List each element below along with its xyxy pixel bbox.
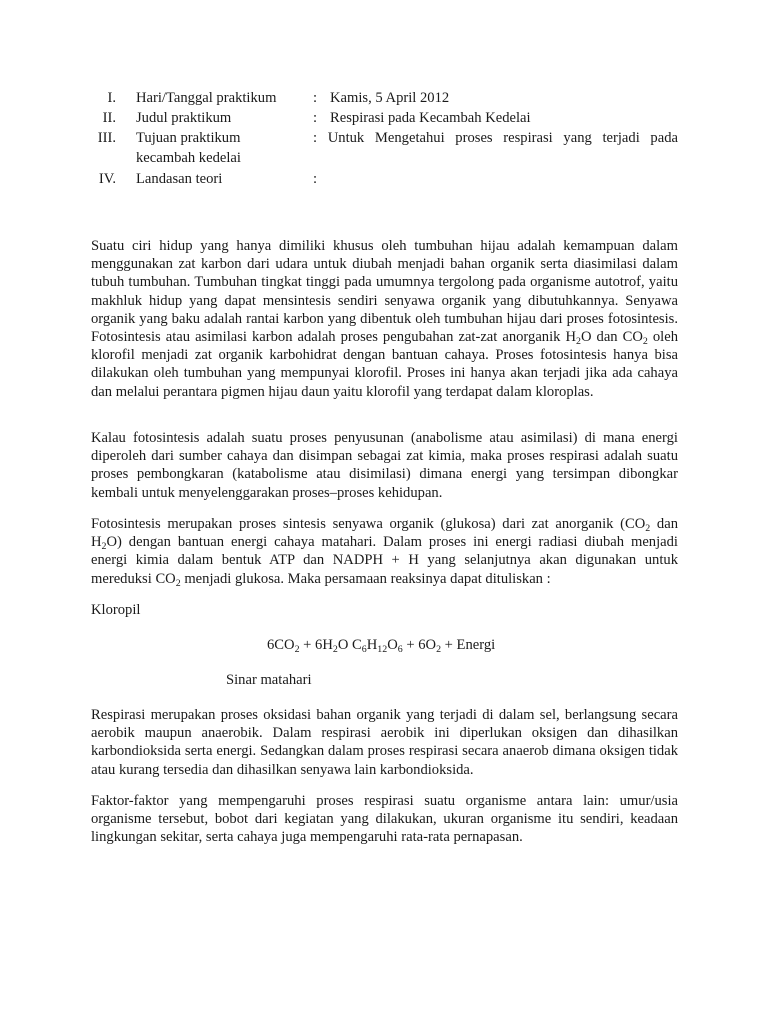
- row-value: : Untuk Mengetahui proses respirasi yang terjadi pada: [313, 130, 678, 146]
- paragraph-2: [91, 429, 678, 502]
- subscript: 2: [332, 643, 338, 655]
- paragraph-3: [91, 515, 678, 588]
- text-span: menjadi glukosa. Maka persamaan reaksinya dapat dituliskan :: [180, 570, 551, 587]
- text-span: Suatu ciri hidup yang hanya dimiliki khusus oleh tumbuhan hijau adalah kemampuan dalam menggunakan zat karbon dari udara untuk diubah menjadi bahan organik serta diasimilasi dalam tubuh tumbuhan. Tumbuhan tingkat tinggi pada umumnya tergolong pada organisme autotrof, yaitu makhluk hidup yang dapat mensintesis sendiri senyawa organik yang dibutuhkannya. Senyawa organik yang baku adalah rantai karbon yang dibentuk oleh tumbuhan hijau dari proses fotosintesis. Fotosintesis atau asimilasi karbon adalah proses pengubahan zat-zat anorganik H: [91, 238, 678, 346]
- eq-term: O: [387, 637, 398, 653]
- row-label: Hari/Tanggal praktikum: [136, 90, 277, 106]
- eq-term: 6CO: [267, 637, 295, 653]
- subscript: 2: [175, 577, 181, 589]
- row-label: Tujuan praktikum: [136, 130, 241, 146]
- eq-term: O C: [337, 637, 362, 653]
- paragraph-text: Faktor-faktor yang mempengaruhi proses respirasi suatu organisme antara lain: umur/usia organisme tersebut, bobot dari kegiatan yang dilakukan, ukuran organisme itu sendiri, keadaan lingkungan sekitar, serta cahaya juga mempengaruhi rata-rata pernapasan.: [91, 793, 678, 846]
- subscript: 6: [397, 643, 403, 655]
- subscript: 2: [101, 540, 107, 552]
- subscript: 2: [642, 335, 648, 347]
- text-span: dan H: [91, 516, 678, 551]
- paragraph-1: [91, 237, 678, 401]
- text-span: oleh klorofil menjadi zat organik karbohidrat dengan bantuan cahaya. Proses fotosintesis hanya bisa dilakukan oleh tumbuhan yang mempunyai klorofil. Proses ini hanya akan terjadi jika ada cahaya dan melalui perantara pigmen hijau daun yaitu klorofil yang terdapat dalam kloroplas.: [91, 329, 678, 400]
- subscript: 6: [361, 643, 367, 655]
- eq-term: H: [366, 637, 378, 653]
- text-span: O dan CO: [580, 329, 643, 346]
- row-number: II.: [102, 110, 116, 126]
- subscript: 12: [377, 643, 388, 655]
- paragraph-text: Respirasi merupakan proses oksidasi bahan organik yang terjadi di dalam sel, berlangsung secara aerobik maupun anaerobik. Dalam respirasi aerobik ini diperlukan oksigen dan dihasilkan karbondioksida serta energi. Sedangkan dalam proses respirasi secara anaerob dimana oksigen tidak atau kurang tersedia dan dihasilkan senyawa lain karbondioksida.: [91, 707, 678, 778]
- row-label: Landasan teori: [136, 171, 223, 187]
- row-colon: :: [313, 90, 318, 106]
- subscript: 2: [294, 643, 300, 655]
- catalyst-label-kloropil: Kloropil: [91, 602, 141, 618]
- condition-label-sunlight: Sinar matahari: [226, 672, 312, 688]
- row-label-continuation: kecambah kedelai: [136, 150, 241, 166]
- text-span: O) dengan bantuan energi cahaya matahari. Dalam proses ini energi radiasi diubah menjadi energi kimia dalam bentuk ATP dan NADPH + H yang selanjutnya akan digunakan untuk mereduksi CO: [91, 534, 678, 587]
- row-number: IV.: [98, 171, 116, 187]
- eq-term: + Energi: [441, 637, 496, 653]
- row-colon: :: [313, 110, 318, 126]
- paragraph-5: [91, 792, 678, 847]
- row-colon: :: [313, 171, 318, 187]
- row-value: Respirasi pada Kecambah Kedelai: [330, 110, 531, 126]
- row-value: Kamis, 5 April 2012: [330, 90, 450, 106]
- eq-term: + 6O: [402, 637, 437, 653]
- paragraph-text: Kalau fotosintesis adalah suatu proses penyusunan (anabolisme atau asimilasi) di mana energi diperoleh dari sumber cahaya dan disimpan sebagai zat kimia, maka proses respirasi adalah suatu proses pembongkaran (katabolisme atau disimilasi) dimana energi yang tersimpan dibongkar kembali untuk menyelenggarakan proses–proses kehidupan.: [91, 430, 678, 501]
- row-number: III.: [97, 130, 116, 146]
- text-span: Fotosintesis merupakan proses sintesis senyawa organik (glukosa) dari zat anorganik (CO: [91, 516, 646, 532]
- paragraph-4: [91, 706, 678, 779]
- reaction-equation: [267, 635, 495, 655]
- row-label: Judul praktikum: [136, 110, 232, 126]
- subscript: 2: [576, 335, 581, 347]
- eq-term: + 6H: [299, 637, 333, 653]
- subscript: 2: [645, 522, 651, 534]
- subscript: 2: [436, 643, 442, 655]
- row-number: I.: [107, 90, 116, 106]
